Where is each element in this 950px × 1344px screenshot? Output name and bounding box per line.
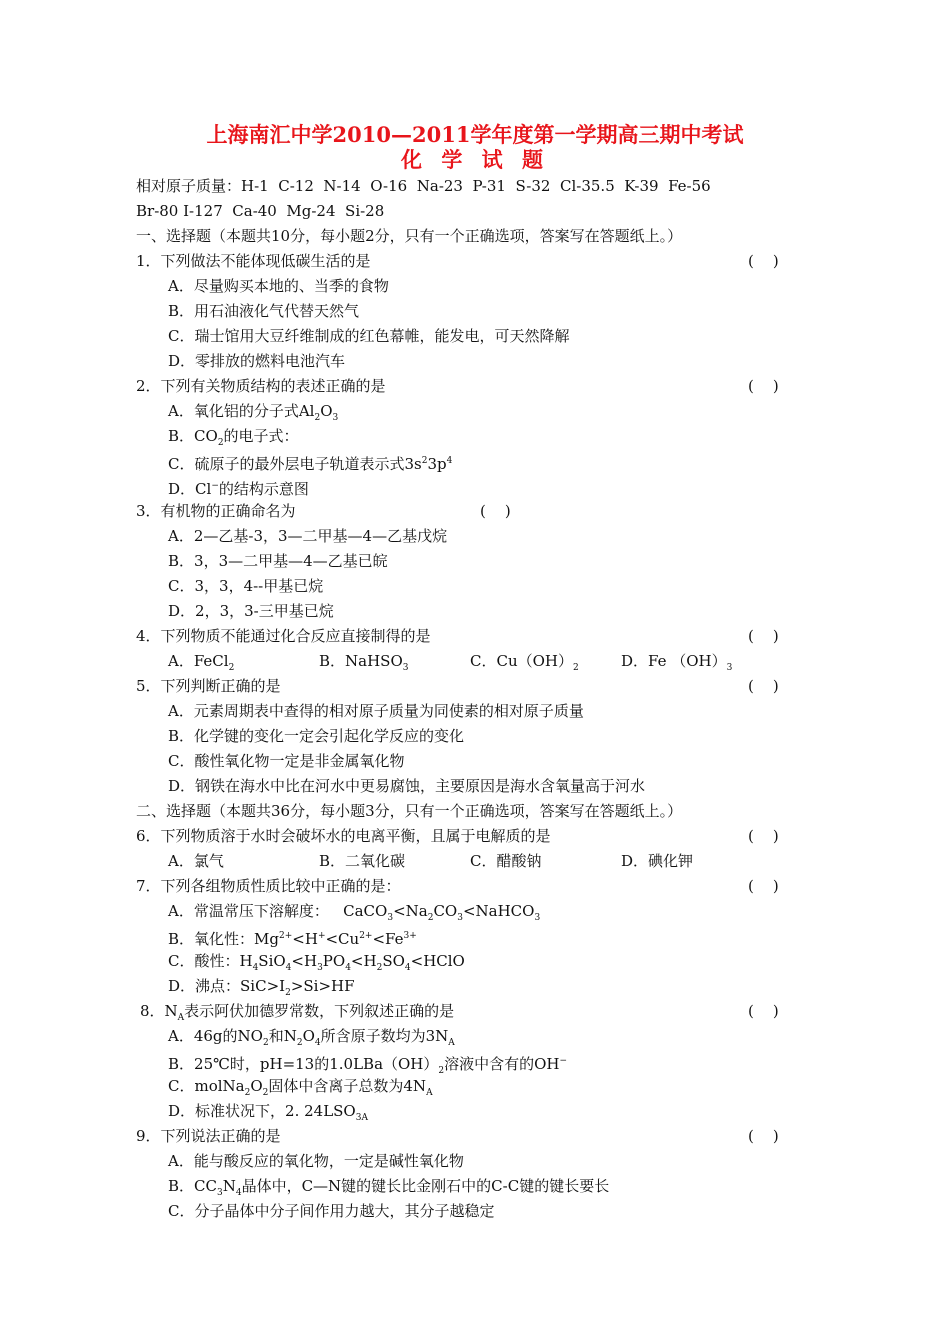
answer-paren: ( ): [748, 1002, 779, 1020]
answer-paren: ( ): [748, 827, 779, 845]
q7-option-c: C．酸性：$H_4SiO_4<H_3PO_4<H_2SO_4<HClO$: [168, 952, 465, 973]
q6-option-d: D．碘化钾: [621, 852, 694, 870]
q4-option-c: C．$Cu(OH)_2$: [470, 652, 579, 673]
q2-option-a: A．氧化铝的分子式$Al_2O_3$: [168, 402, 339, 423]
q5-option-a: A．元素周期表中查得的相对原子质量为同使素的相对原子质量: [168, 702, 584, 720]
section-2-heading: 二、选择题（本题共36分，每小题3分，只有一个正确选项，答案写在答题纸上。）: [136, 802, 683, 820]
answer-paren: ( ): [748, 677, 779, 695]
q8-option-d: D．标准状况下，2. $24LSO_{3A}$: [168, 1102, 368, 1123]
q5-option-d: D．钢铁在海水中比在河水中更易腐蚀，主要原因是海水含氧量高于河水: [168, 777, 646, 795]
q7-option-a: A．常温常压下溶解度： $CaCO_3<Na_2CO_3<NaHCO_3$: [168, 902, 541, 923]
answer-paren: ( ): [748, 252, 779, 270]
question-6-stem: 6．下列物质溶于水时会破坏水的电离平衡，且属于电解质的是: [136, 827, 551, 845]
q1-option-c: C．瑞士馆用大豆纤维制成的红色幕帷，能发电，可天然降解: [168, 327, 570, 345]
q8-option-a: A．46g的$NO_2$和$N_2O_4$所含原子数均为$3N_A$: [168, 1027, 455, 1048]
question-5-stem: 5．下列判断正确的是: [136, 677, 281, 695]
q6-option-a: A．氯气: [168, 852, 224, 870]
answer-paren: ( ): [748, 877, 779, 895]
question-9-stem: 9．下列说法正确的是: [136, 1127, 281, 1145]
atomic-masses-line2: Br-80 I-127 Ca-40 Mg-24 Si-28: [136, 202, 385, 220]
answer-paren: ( ): [748, 627, 779, 645]
q9-option-c: C．分子晶体中分子间作用力越大，其分子越稳定: [168, 1202, 495, 1220]
q3-option-a: A．2—乙基-3，3—二甲基—4—乙基戊烷: [168, 527, 448, 545]
answer-paren: ( ): [748, 1127, 779, 1145]
q9-option-b: B．$CC_3N_4$晶体中，C—N键的键长比金刚石中的C-C键的键长要长: [168, 1177, 610, 1198]
question-2-stem: 2．下列有关物质结构的表述正确的是: [136, 377, 386, 395]
q4-option-b: B．NaHSO$_3$: [319, 652, 409, 673]
atomic-masses-line1: 相对原子质量：H-1 C-12 N-14 O-16 Na-23 P-31 S-32 Cl-35.5 K-39 Fe-56: [136, 177, 711, 195]
section-1-heading: 一、选择题（本题共10分，每小题2分，只有一个正确选项，答案写在答题纸上。）: [136, 227, 683, 245]
q8-option-b: B．25℃时，pH=13的$1.0LBa(OH)_2$溶液中含有的OH−: [168, 1055, 568, 1076]
q3-option-c: C．3，3，4--甲基已烷: [168, 577, 324, 595]
q3-option-b: B．3，3—二甲基—4—乙基已皖: [168, 552, 388, 570]
q5-option-b: B．化学键的变化一定会引起化学反应的变化: [168, 727, 465, 745]
q2-option-b: B．$CO_2$的电子式：: [168, 427, 299, 448]
q6-option-b: B．二氧化碳: [319, 852, 406, 870]
q3-option-d: D．2，3，3-三甲基已烷: [168, 602, 334, 620]
question-4-stem: 4．下列物质不能通过化合反应直接制得的是: [136, 627, 431, 645]
answer-paren: ( ): [480, 502, 511, 520]
q7-option-b: B．氧化性：$Mg^{2+}<H^+<Cu^{2+}<Fe^{3+}$: [168, 930, 417, 948]
q2-option-d: D．Cl−的结构示意图: [168, 480, 309, 498]
q4-option-a: A．FeCl$_2$: [168, 652, 235, 673]
question-7-stem: 7．下列各组物质性质比较中正确的是：: [136, 877, 401, 895]
q1-option-b: B．用石油液化气代替天然气: [168, 302, 360, 320]
q1-option-a: A．尽量购买本地的、当季的食物: [168, 277, 389, 295]
q9-option-a: A．能与酸反应的氧化物，一定是碱性氧化物: [168, 1152, 464, 1170]
q6-option-c: C．醋酸钠: [470, 852, 542, 870]
question-1-stem: 1．下列做法不能体现低碳生活的是: [136, 252, 371, 270]
question-3-stem: 3．有机物的正确命名为: [136, 502, 296, 520]
q2-option-c: C．硫原子的最外层电子轨道表示式$3s^23p^4$: [168, 455, 453, 473]
answer-paren: ( ): [748, 377, 779, 395]
exam-subtitle: 化 学 试 题: [401, 147, 549, 172]
q4-option-d: D．Fe $(OH)_3$: [621, 652, 733, 673]
q1-option-d: D．零排放的燃料电池汽车: [168, 352, 346, 370]
exam-title: 上海南汇中学2010—2011学年度第一学期高三期中考试: [206, 122, 744, 147]
question-8-stem: 8．$N_A$表示阿伏加德罗常数，下列叙述正确的是: [140, 1002, 455, 1023]
q8-option-c: C．$molNa_2O_2$固体中含离子总数为$4N_A$: [168, 1077, 433, 1098]
q7-option-d: D．沸点：$SiC>I_2>Si>HF$: [168, 977, 355, 998]
q5-option-c: C．酸性氧化物一定是非金属氧化物: [168, 752, 405, 770]
